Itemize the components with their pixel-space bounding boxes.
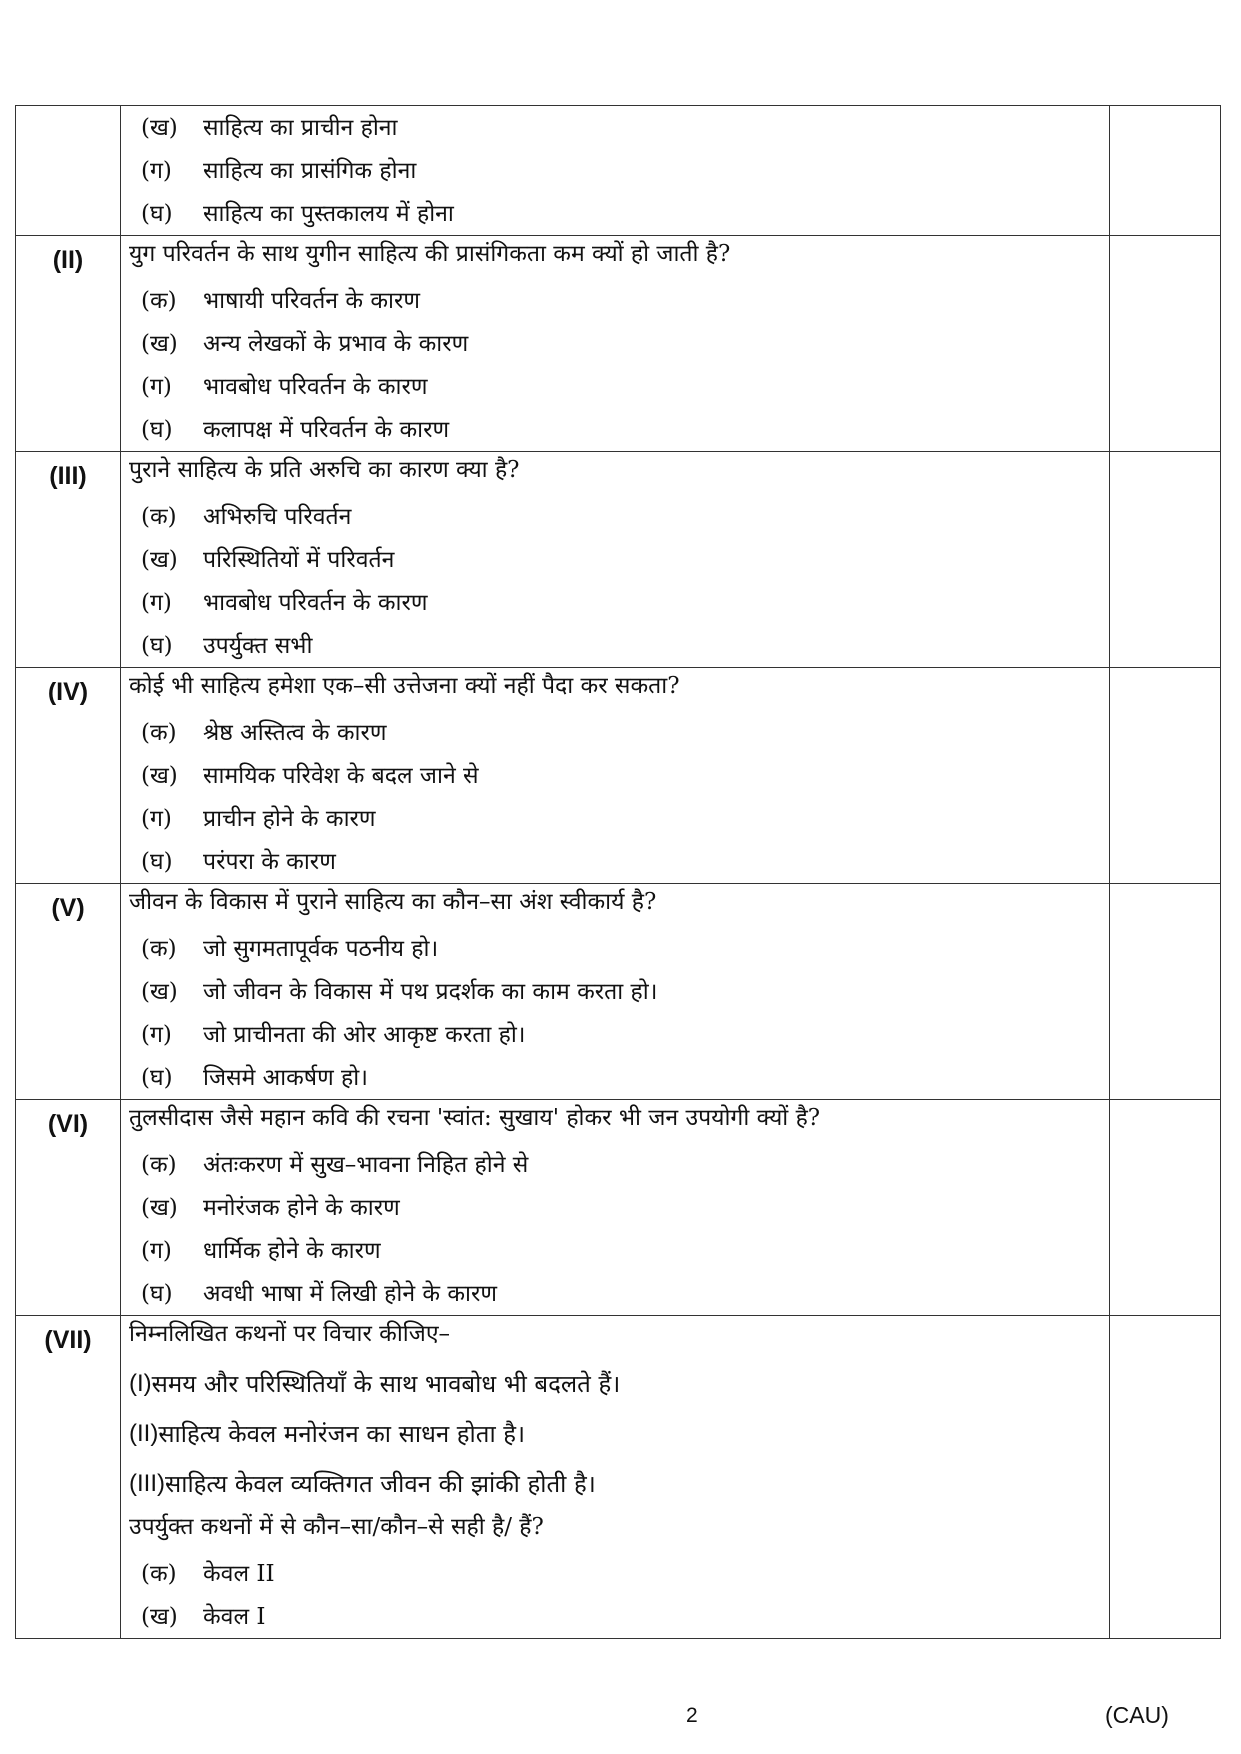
option-label: (घ) <box>141 632 173 659</box>
option <box>129 711 1109 754</box>
option-label: (घ) <box>141 1064 173 1091</box>
option <box>129 581 1109 624</box>
option-text: परिस्थितियों में परिवर्तन <box>203 546 395 573</box>
option-label: (ख) <box>141 1194 178 1221</box>
option <box>129 149 1109 192</box>
question-number-cell <box>16 106 121 236</box>
question-row <box>16 668 1221 884</box>
option-text: केवल II <box>203 1560 275 1587</box>
option <box>129 927 1109 970</box>
option <box>129 1595 1109 1638</box>
option-label: (क) <box>141 1560 177 1587</box>
option-text: जो जीवन के विकास में पथ प्रदर्शक का काम करता हो। <box>203 978 658 1005</box>
option-text: साहित्य का प्राचीन होना <box>203 114 398 141</box>
question-body-cell <box>121 452 1110 668</box>
option-text: मनोरंजक होने के कारण <box>203 1194 400 1221</box>
question-number-cell <box>16 884 121 1100</box>
option-label: (ख) <box>141 330 178 357</box>
option-label: (घ) <box>141 416 173 443</box>
option-label: (ग) <box>141 373 172 400</box>
question-text: कोई भी साहित्य हमेशा एक–सी उत्तेजना क्यों नहीं पैदा कर सकता? <box>129 673 680 699</box>
marks-cell <box>1110 1316 1221 1639</box>
marks-cell <box>1110 106 1221 236</box>
option <box>129 279 1109 322</box>
marks-cell <box>1110 884 1221 1100</box>
option-label: (क) <box>141 935 177 962</box>
option-text: भावबोध परिवर्तन के कारण <box>203 589 428 616</box>
question-body-cell <box>121 106 1110 236</box>
option-label: (ग) <box>141 805 172 832</box>
option-label: (ग) <box>141 1237 172 1264</box>
option-text: कलापक्ष में परिवर्तन के कारण <box>203 416 450 443</box>
option <box>129 408 1109 451</box>
question-text: तुलसीदास जैसे महान कवि की रचना 'स्वांत: सुखाय' होकर भी जन उपयोगी क्यों है? <box>129 1105 821 1131</box>
option-label: (ख) <box>141 978 178 1005</box>
marks-cell <box>1110 668 1221 884</box>
option-text: अन्य लेखकों के प्रभाव के कारण <box>203 330 469 357</box>
option-label: (ख) <box>141 762 178 789</box>
statement-text: समय और परिस्थितियाँ के साथ भावबोध भी बदलते हैं। <box>151 1370 621 1398</box>
question-row <box>16 236 1221 452</box>
question-number: (II) <box>52 246 84 274</box>
question-row <box>16 452 1221 668</box>
question-body-cell <box>121 1100 1110 1316</box>
option-text: साहित्य का प्रासंगिक होना <box>203 157 417 184</box>
option-text: उपर्युक्त सभी <box>203 632 313 659</box>
option <box>129 365 1109 408</box>
statement <box>129 1409 1109 1459</box>
option-text: अभिरुचि परिवर्तन <box>203 503 352 530</box>
question-text: जीवन के विकास में पुराने साहित्य का कौन–सा अंश स्वीकार्य है? <box>129 889 657 915</box>
option <box>129 970 1109 1013</box>
option-label: (क) <box>141 1151 177 1178</box>
option <box>129 797 1109 840</box>
statement-label: (III) <box>129 1470 165 1497</box>
option-label: (ख) <box>141 1603 178 1630</box>
option-label: (ग) <box>141 157 172 184</box>
question-row <box>16 1100 1221 1316</box>
option-label: (घ) <box>141 1280 173 1307</box>
option-text: धार्मिक होने के कारण <box>203 1237 381 1264</box>
option <box>129 1143 1109 1186</box>
option <box>129 624 1109 667</box>
followup-question: उपर्युक्त कथनों में से कौन–सा/कौन–से सही है/ हैं? <box>129 1514 544 1540</box>
question-table <box>15 105 1221 1639</box>
option-text: प्राचीन होने के कारण <box>203 805 376 832</box>
option-text: जिसमे आकर्षण हो। <box>203 1064 368 1091</box>
page-number: 2 <box>686 1704 698 1727</box>
option <box>129 1186 1109 1229</box>
question-number <box>16 106 120 116</box>
question-row <box>16 884 1221 1100</box>
question-text: पुराने साहित्य के प्रति अरुचि का कारण क्या है? <box>129 457 520 483</box>
question-body-cell <box>121 1316 1110 1639</box>
statement-label: (I) <box>129 1370 152 1397</box>
question-number-cell <box>16 452 121 668</box>
option-label: (क) <box>141 287 177 314</box>
option-text: परंपरा के कारण <box>203 848 336 875</box>
option-text: सामयिक परिवेश के बदल जाने से <box>203 762 479 789</box>
option-label: (क) <box>141 503 177 530</box>
option-label: (ग) <box>141 589 172 616</box>
option-text: केवल I <box>203 1603 266 1630</box>
question-row <box>16 106 1221 236</box>
option-text: साहित्य का पुस्तकालय में होना <box>203 200 454 227</box>
statement-label: (II) <box>129 1420 159 1447</box>
option <box>129 1272 1109 1315</box>
question-row <box>16 1316 1221 1639</box>
statement-text: साहित्य केवल मनोरंजन का साधन होता है। <box>158 1420 526 1448</box>
option-label: (ग) <box>141 1021 172 1048</box>
option <box>129 322 1109 365</box>
option-text: अंतःकरण में सुख–भावना निहित होने से <box>203 1151 529 1178</box>
question-number: (III) <box>49 462 87 490</box>
marks-cell <box>1110 236 1221 452</box>
option-label: (क) <box>141 719 177 746</box>
question-body-cell <box>121 884 1110 1100</box>
option-text: भाषायी परिवर्तन के कारण <box>203 287 421 314</box>
option <box>129 106 1109 149</box>
statement <box>129 1459 1109 1509</box>
option-text: जो सुगमतापूर्वक पठनीय हो। <box>203 935 439 962</box>
question-number-cell <box>16 1316 121 1639</box>
option <box>129 495 1109 538</box>
question-number: (IV) <box>47 678 89 706</box>
marks-cell <box>1110 452 1221 668</box>
option-label: (ख) <box>141 114 178 141</box>
statement <box>129 1359 1109 1409</box>
question-number: (V) <box>51 894 85 922</box>
question-text: निम्नलिखित कथनों पर विचार कीजिए– <box>129 1321 451 1347</box>
question-number-cell <box>16 236 121 452</box>
option <box>129 192 1109 235</box>
question-number: (VII) <box>44 1326 92 1354</box>
option-label: (ख) <box>141 546 178 573</box>
question-number-cell <box>16 668 121 884</box>
option-text: श्रेष्ठ अस्तित्व के कारण <box>203 719 387 746</box>
option-text: भावबोध परिवर्तन के कारण <box>203 373 428 400</box>
question-number-cell <box>16 1100 121 1316</box>
option-text: अवधी भाषा में लिखी होने के कारण <box>203 1280 498 1307</box>
question-text: युग परिवर्तन के साथ युगीन साहित्य की प्रासंगिकता कम क्यों हो जाती है? <box>129 241 731 267</box>
option-label: (घ) <box>141 848 173 875</box>
option <box>129 1552 1109 1595</box>
option <box>129 538 1109 581</box>
question-number: (VI) <box>47 1110 89 1138</box>
option <box>129 1229 1109 1272</box>
question-body-cell <box>121 668 1110 884</box>
marks-cell <box>1110 1100 1221 1316</box>
option <box>129 1056 1109 1099</box>
paper-code: (CAU) <box>1105 1702 1169 1728</box>
option <box>129 754 1109 797</box>
option-text: जो प्राचीनता की ओर आकृष्ट करता हो। <box>203 1021 526 1048</box>
question-body-cell <box>121 236 1110 452</box>
option <box>129 1013 1109 1056</box>
statement-text: साहित्य केवल व्यक्तिगत जीवन की झांकी होती है। <box>165 1470 596 1498</box>
option <box>129 840 1109 883</box>
option-label: (घ) <box>141 200 173 227</box>
